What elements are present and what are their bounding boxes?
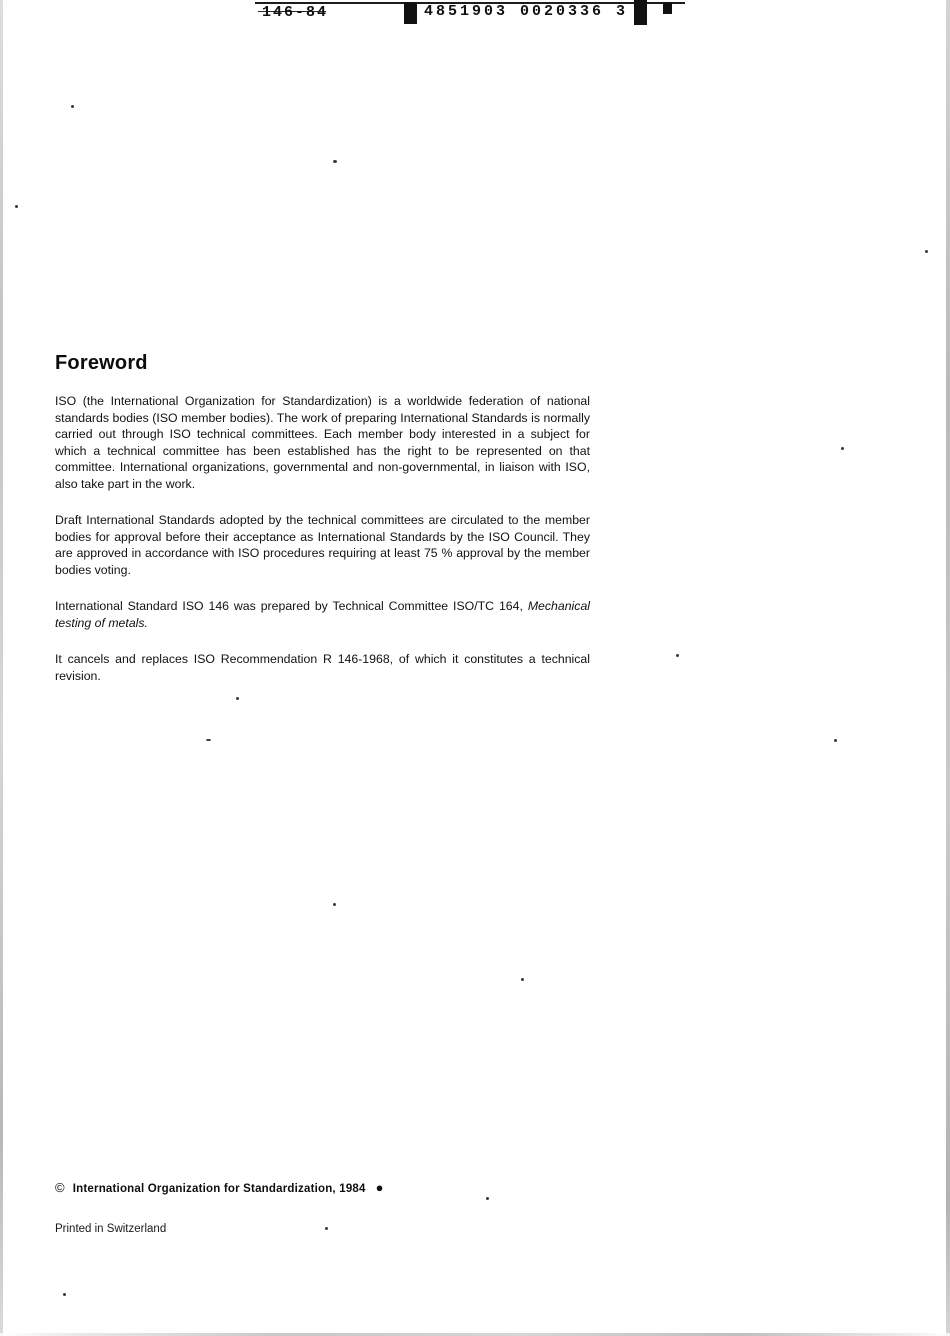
foreword-paragraph-3: It cancels and replaces ISO Recommendation R 146-1968, of which it constitutes a technical revision.	[55, 652, 590, 683]
scan-speck	[333, 160, 337, 163]
copyright-line	[55, 1180, 655, 1195]
scan-header-strip	[0, 0, 950, 30]
scan-speck	[236, 697, 239, 700]
scan-speck	[841, 447, 844, 450]
foreword-paragraph-1: ISO (the International Organization for Standardization) is a worldwide federation of national standards bodies (ISO member bodies). The work of preparing International Standards is normally carried out through ISO technical committees. Each member body interested in a subject for which a technical committee has been established has the right to be represented on that committee. International organizations, governmental and non-governmental, in liaison with ISO, also take part in the work.	[55, 394, 590, 491]
printed-in-line: Printed in Switzerland	[55, 1223, 167, 1235]
document-number: 146-84	[262, 4, 329, 21]
scan-speck	[63, 1293, 66, 1296]
foreword-paragraph-prepared-by	[55, 598, 590, 631]
scan-speck	[925, 250, 928, 253]
scan-speck	[333, 903, 336, 906]
copyright-icon: ©	[55, 1180, 65, 1195]
barcode-block-left	[404, 2, 417, 24]
foreword-paragraph-2: Draft International Standards adopted by the technical committees are circulated to the member bodies for approval before their acceptance as International Standards by the ISO Council. They are approved in accordance with ISO procedures requiring at least 75 % approval by the member bodies voting.	[55, 513, 590, 577]
foreword-section	[55, 352, 590, 684]
scan-speck	[206, 739, 211, 741]
scan-speck	[71, 105, 74, 108]
scan-speck	[676, 654, 679, 657]
scan-speck	[521, 978, 524, 981]
scan-speck	[325, 1227, 328, 1230]
scan-code: 4851903 0020336 3	[424, 3, 629, 20]
page-edge-left	[0, 0, 3, 1336]
barcode-block-far-right	[663, 2, 672, 14]
copyright-text: International Organization for Standardization, 1984	[72, 1183, 366, 1195]
barcode-block-right	[634, 0, 647, 25]
scan-speck	[486, 1197, 489, 1200]
page-footer	[55, 1180, 655, 1235]
page-edge-right	[946, 0, 950, 1336]
prepared-by-text: International Standard ISO 146 was prepared by Technical Committee ISO/TC 164,	[55, 599, 523, 613]
footer-dot-mark: ●	[375, 1180, 384, 1195]
page-title: Foreword	[55, 352, 148, 374]
scan-speck	[834, 739, 837, 742]
committee-title: Mechanical testing of metals.	[55, 599, 591, 630]
scan-speck	[15, 205, 18, 208]
